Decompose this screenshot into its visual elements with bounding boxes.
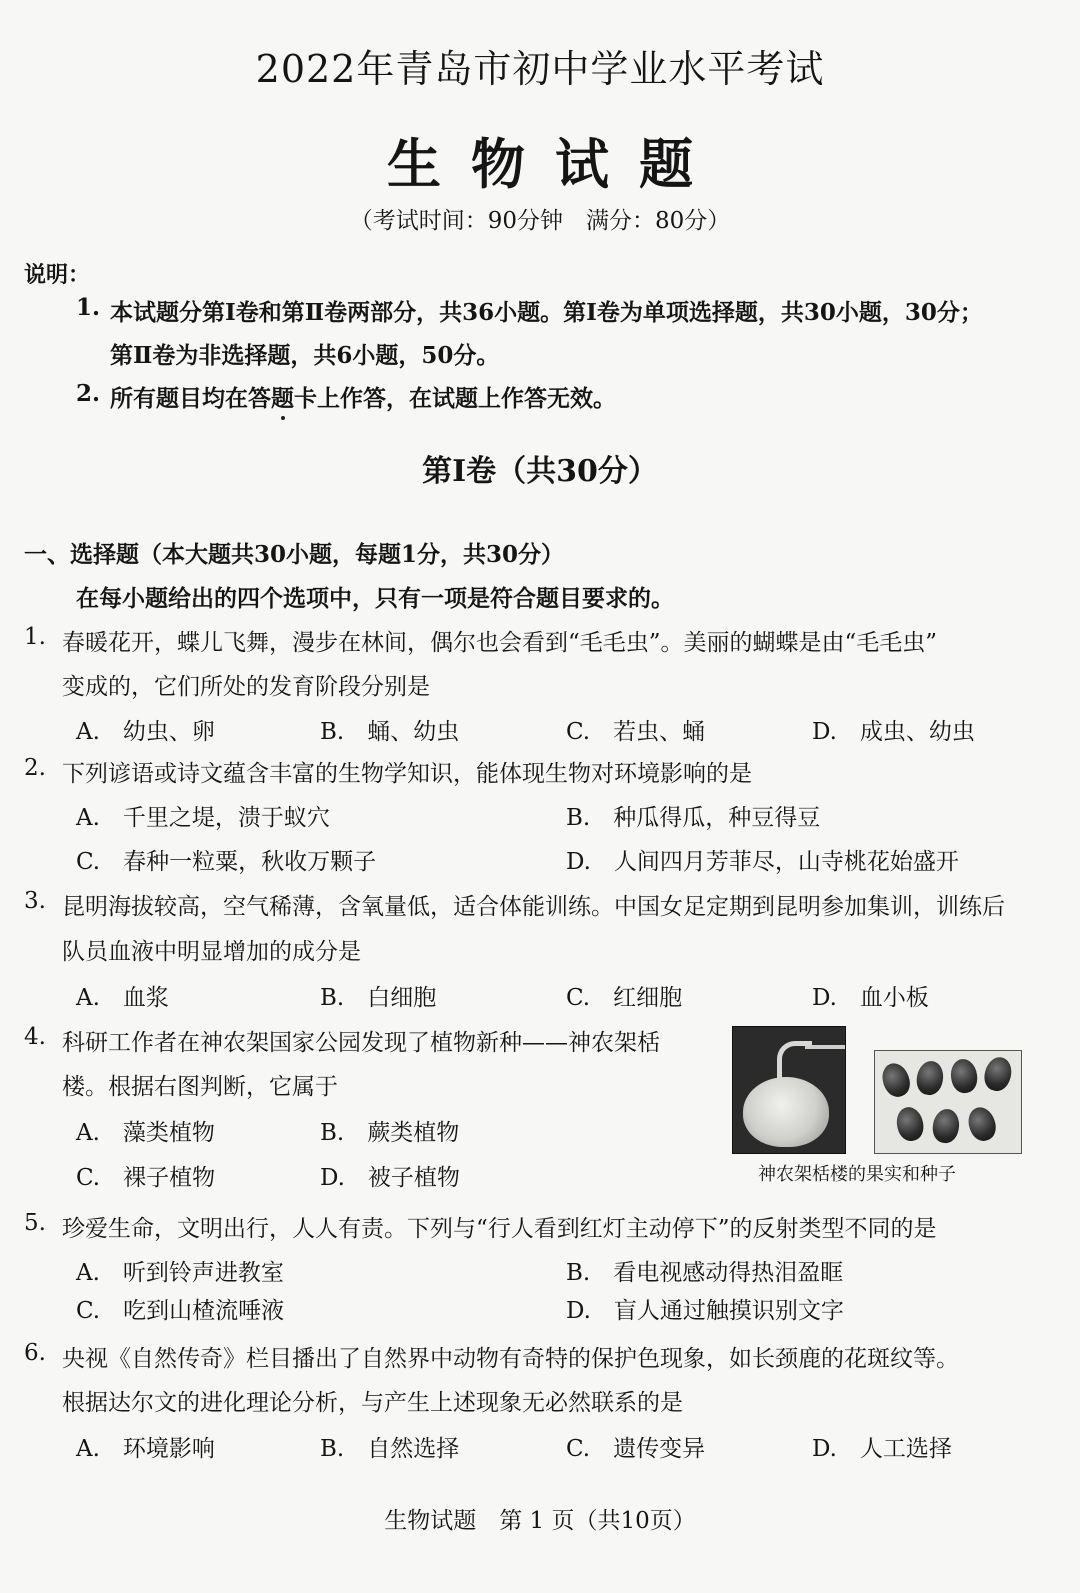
option-a: A. 环境影响 [76,1436,215,1462]
question-number: 6. [24,1340,46,1366]
question-number: 4. [24,1024,46,1050]
option-a: A. 藻类植物 [76,1120,215,1146]
subject-title: 生物试题 [387,132,723,196]
question-stem-line-1: 下列谚语或诗文蕴含丰富的生物学知识，能体现生物对环境影响的是 [62,761,752,787]
option-d: D. 成虫、幼虫 [812,719,975,745]
question-stem-line-2: 队员血液中明显增加的成分是 [62,939,361,965]
option-c: C. 吃到山楂流唾液 [76,1298,285,1324]
fruit-photo [732,1026,846,1154]
option-b: B. 白细胞 [320,985,437,1011]
question-stem-line-1: 春暖花开，蝶儿飞舞，漫步在林间，偶尔也会看到“毛毛虫”。美丽的蝴蝶是由“毛毛虫” [62,630,938,656]
exam-info: （考试时间：90分钟 满分：80分） [349,208,731,234]
notes-item-2-post: 上作答，在试题上作答无效。 [317,385,616,412]
notes-item-2-pre: 所有题目均在 [110,385,248,412]
option-b: B. 蛹、幼虫 [320,719,460,745]
question-stem-line-2: 楼。根据右图判断，它属于 [62,1074,338,1100]
option-a: A. 幼虫、卵 [76,719,215,745]
question-stem-line-1: 央视《自然传奇》栏目播出了自然界中动物有奇特的保护色现象，如长颈鹿的花斑纹等。 [62,1346,959,1372]
option-b: B. 蕨类植物 [320,1120,460,1146]
option-c: C. 红细胞 [566,985,683,1011]
notes-label: 说明： [24,262,91,288]
part-instruction: 在每小题给出的四个选项中，只有一项是符合题目要求的。 [76,585,674,612]
exam-title: 2022年青岛市初中学业水平考试 [255,47,825,91]
question-number: 3. [24,888,46,914]
part-title: 一、选择题（本大题共30小题，每题1分，共30分） [24,541,565,568]
option-d: D. 血小板 [812,985,929,1011]
fruit-and-seed-figure [728,1024,1028,1194]
figure-caption: 神农架栝楼的果实和种子 [758,1164,956,1185]
option-b: B. 种瓜得瓜，种豆得豆 [566,805,821,831]
notes-item-1-line-1: 本试题分第Ⅰ卷和第Ⅱ卷两部分，共36小题。第Ⅰ卷为单项选择题，共30小题，30分； [110,299,983,326]
option-d: D. 人间四月芳菲尽，山寺桃花始盛开 [566,849,959,875]
option-b: B. 看电视感动得热泪盈眶 [566,1260,844,1286]
question-number: 5. [24,1210,46,1236]
notes-item-2 [110,380,616,413]
page-footer: 生物试题 第 1 页（共10页） [384,1508,696,1534]
option-a: A. 听到铃声进教室 [76,1260,284,1286]
option-c: C. 裸子植物 [76,1165,216,1191]
question-stem-line-1: 科研工作者在神农架国家公园发现了植物新种——神农架栝 [62,1030,660,1056]
option-c: C. 春种一粒粟，秋收万颗子 [76,849,377,875]
question-number: 2. [24,755,46,781]
notes-item-2-num: 2. [76,380,101,407]
question-stem-line-2: 根据达尔文的进化理论分析，与产生上述现象无必然联系的是 [62,1390,683,1416]
section-title: 第Ⅰ卷（共30分） [422,454,658,489]
option-d: D. 人工选择 [812,1436,952,1462]
option-b: B. 自然选择 [320,1436,460,1462]
question-stem-line-1: 珍爱生命，文明出行，人人有责。下列与“行人看到红灯主动停下”的反射类型不同的是 [62,1216,937,1242]
notes-item-1-line-2: 第Ⅱ卷为非选择题，共6小题，50分。 [110,342,500,369]
seed-photo [874,1050,1022,1154]
option-d: D. 盲人通过触摸识别文字 [566,1298,844,1324]
notes-item-2-emphasis [248,385,317,412]
option-c: C. 若虫、蛹 [566,719,706,745]
question-number: 1. [24,624,46,650]
question-stem-line-1: 昆明海拔较高，空气稀薄，含氧量低，适合体能训练。中国女足定期到昆明参加集训，训练后 [62,894,1005,920]
question-stem-line-2: 变成的，它们所处的发育阶段分别是 [62,674,430,700]
option-c: C. 遗传变异 [566,1436,706,1462]
option-a: A. 血浆 [76,985,169,1011]
option-d: D. 被子植物 [320,1165,460,1191]
notes-item-1-num: 1. [76,294,101,321]
answer-card-text: 答题卡 [248,385,317,412]
option-a: A. 千里之堤，溃于蚁穴 [76,805,330,831]
